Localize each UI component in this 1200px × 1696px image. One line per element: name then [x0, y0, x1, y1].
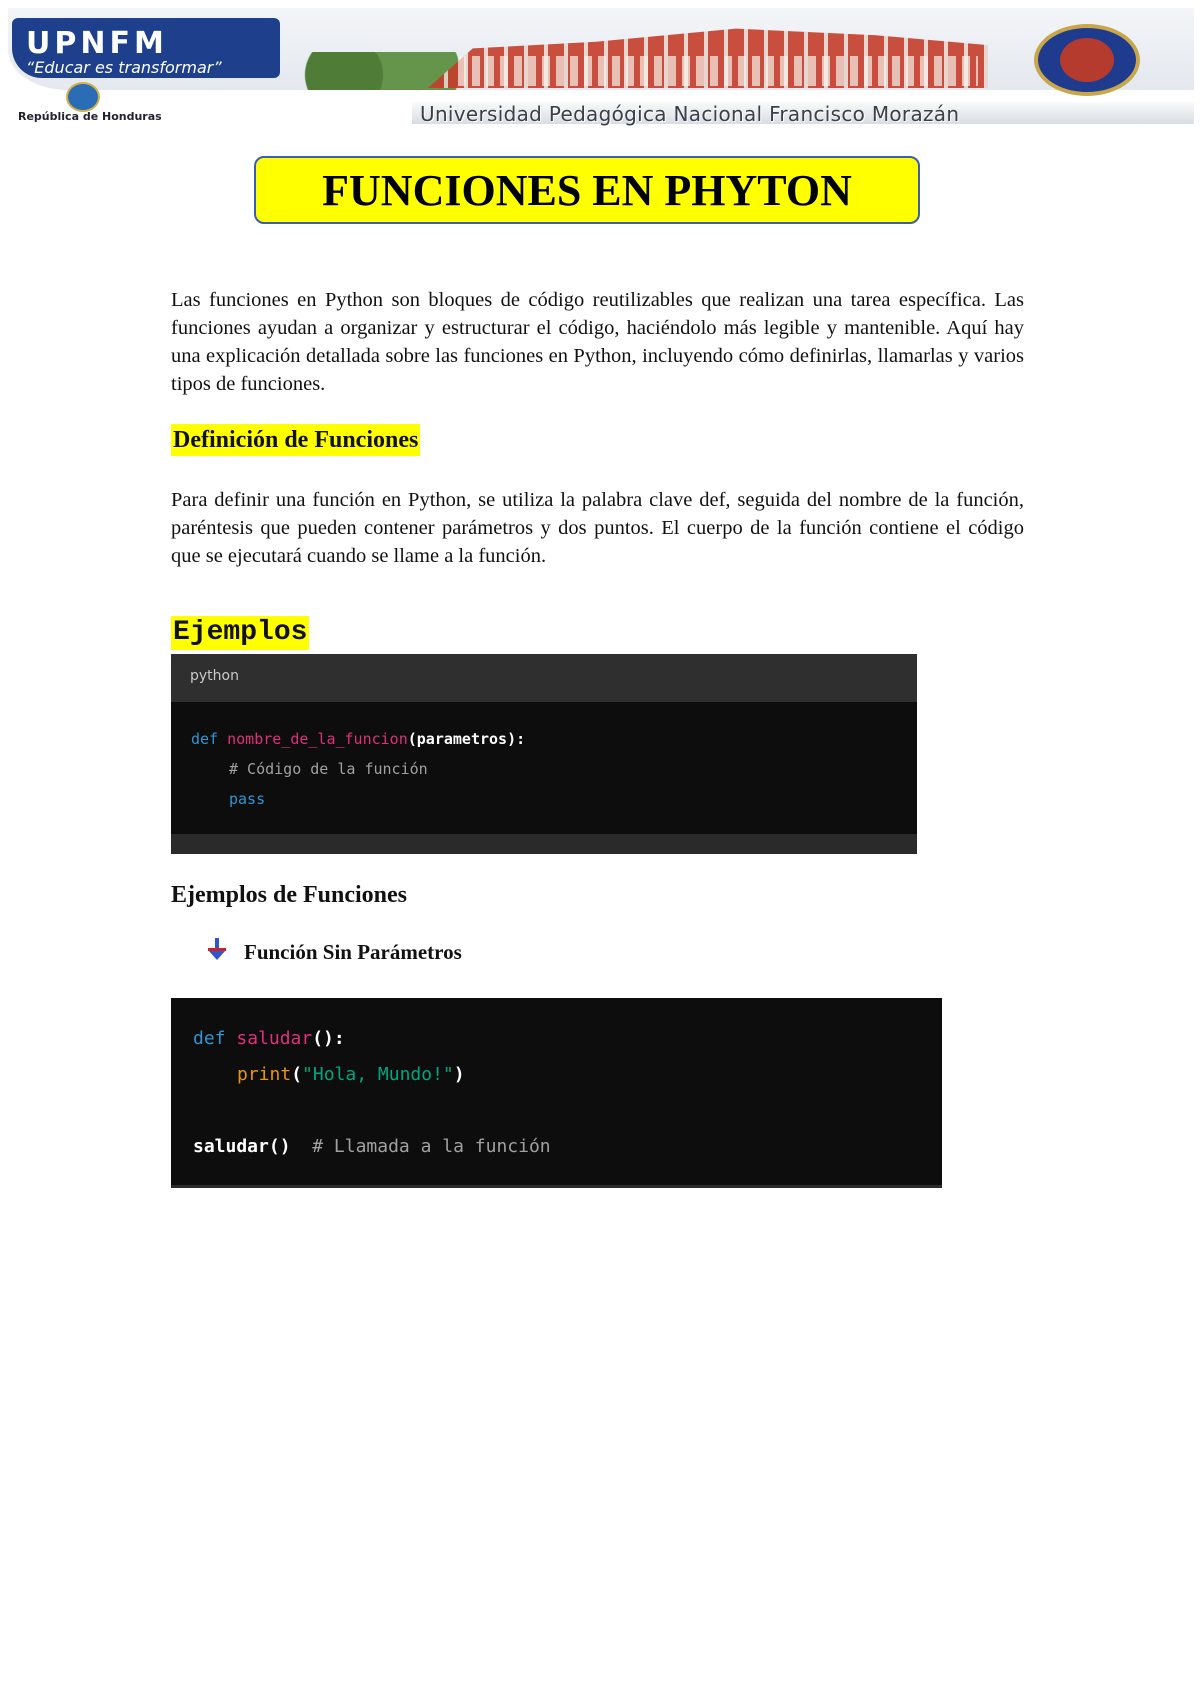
code-line-3: pass [229, 790, 266, 808]
params: (parametros): [407, 730, 526, 748]
code-header [171, 654, 917, 702]
string-literal: "Hola, Mundo!" [302, 1064, 454, 1085]
code2-line-1 [193, 1028, 345, 1049]
code-language-label: python [190, 668, 239, 684]
code-line-2: # Código de la función [229, 760, 428, 778]
code2-line-3 [193, 1136, 551, 1157]
title-box [254, 156, 920, 224]
building-windows [458, 56, 978, 86]
slogan: “Educar es transformar” [26, 58, 222, 77]
function-name: nombre_de_la_funcion [227, 730, 408, 748]
bullet-item-no-params: Función Sin Parámetros [244, 940, 462, 964]
arrow-down-bullet-icon [206, 938, 228, 962]
code2-line-2 [237, 1064, 465, 1085]
builtin-print: print [237, 1064, 292, 1085]
keyword-def: def [193, 1028, 226, 1049]
open-paren: ( [291, 1064, 303, 1085]
definition-paragraph: Para definir una función en Python, se utiliza la palabra clave def, seguida del nombre de la función, paréntesis que pueden contener parámetros y dos puntos. El cuerpo de la función contiene el código que se ejecutará cuando se llame a la función. [171, 489, 1024, 567]
functions-heading: Ejemplos de Funciones [171, 882, 408, 908]
seal-center [1060, 38, 1114, 82]
function-call: saludar() [193, 1136, 291, 1157]
header-banner [8, 8, 1194, 126]
university-name: Universidad Pedagógica Nacional Francisco Morazán [420, 102, 960, 126]
code-block-definition [171, 654, 917, 854]
close-paren: ) [453, 1064, 465, 1085]
honduras-emblem-icon [66, 82, 100, 112]
comment: # Llamada a la función [312, 1136, 551, 1157]
keyword-def: def [191, 730, 219, 748]
function-name: saludar [236, 1028, 313, 1049]
code-footer [171, 834, 917, 854]
intro-paragraph: Las funciones en Python son bloques de código reutilizables que realizan una tarea específica. Las funciones ayudan a organizar y estructurar el código, haciéndolo más legible y mantenible. Aquí hay una explicación detallada sobre las funciones en Python, incluyendo cómo definirlas, llamarlas y varios tipos de funciones. [171, 289, 1024, 395]
logo-text: UPNFM [26, 26, 168, 61]
country-label: República de Honduras [18, 110, 162, 123]
code-line-1 [191, 730, 525, 748]
upnfm-logo [12, 18, 280, 78]
examples-heading: Ejemplos [173, 617, 308, 648]
definition-heading: Definición de Funciones [171, 424, 420, 456]
page-title: FUNCIONES EN PHYTON [322, 165, 852, 215]
parens: (): [312, 1028, 345, 1049]
code-block-saludar [171, 998, 942, 1188]
